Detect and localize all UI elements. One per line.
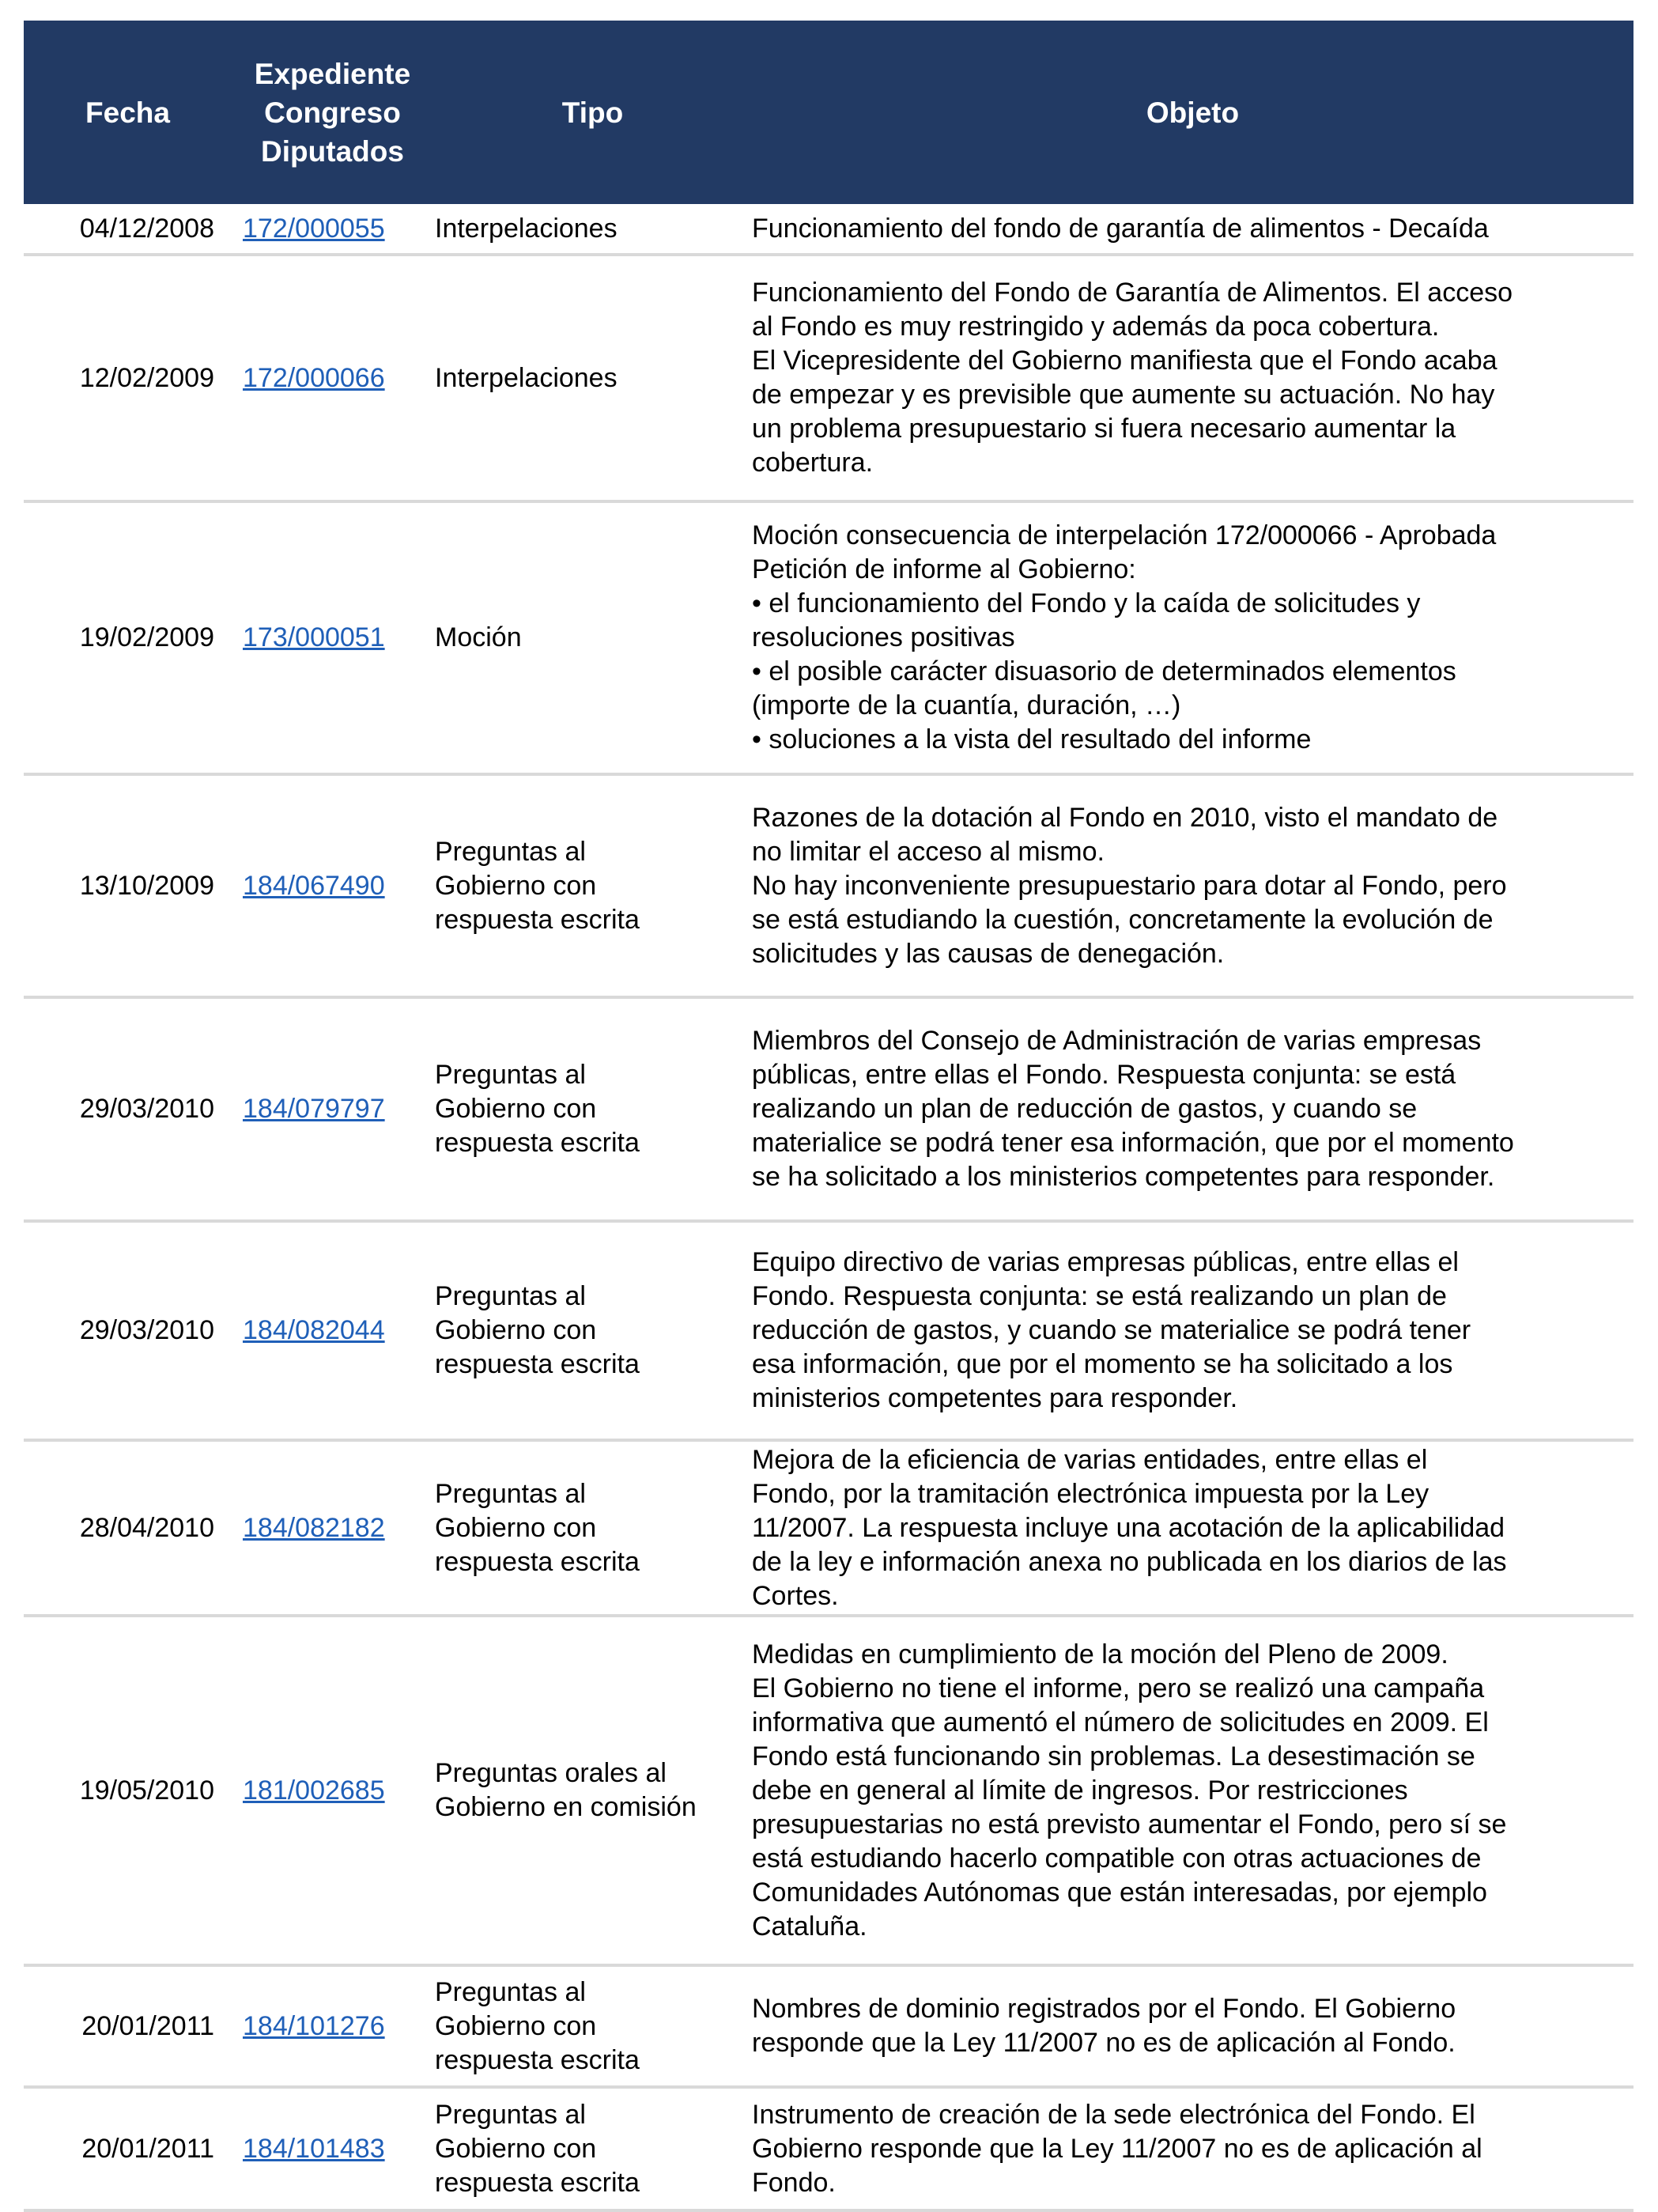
header-tipo: Tipo <box>561 96 624 129</box>
cell-expediente <box>232 621 433 655</box>
expediente-link[interactable]: 184/101483 <box>243 2133 385 2164</box>
table-row <box>24 204 1633 256</box>
cell-tipo <box>433 835 752 937</box>
objeto-line: debe en general al límite de ingresos. Por restricciones <box>752 1775 1408 1806</box>
cell-fecha: 20/01/2011 <box>81 2010 214 2041</box>
expediente-link[interactable]: 184/082044 <box>243 1315 385 1345</box>
cell-expediente <box>232 1774 433 1808</box>
tipo-line: respuesta escrita <box>435 2167 640 2198</box>
cell-objeto <box>752 212 1633 246</box>
tipo-line: respuesta escrita <box>435 1546 640 1577</box>
objeto-line: (importe de la cuantía, duración, …) <box>752 690 1181 720</box>
cell-expediente <box>232 212 433 246</box>
table-row <box>24 1223 1633 1442</box>
objeto-line: • el funcionamiento del Fondo y la caída de solicitudes y <box>752 588 1421 618</box>
cell-objeto <box>752 2098 1633 2200</box>
tipo-line: Preguntas al <box>435 2099 586 2130</box>
objeto-line: un problema presupuestario si fuera necesario aumentar la <box>752 414 1456 444</box>
tipo-line: Preguntas orales al <box>435 1758 667 1788</box>
objeto-line: 11/2007. La respuesta incluye una acotación de la aplicabilidad <box>752 1512 1505 1543</box>
objeto-line: Miembros del Consejo de Administración de varias empresas <box>752 1026 1482 1056</box>
cell-objeto <box>752 1246 1633 1416</box>
cell-objeto <box>752 1443 1633 1613</box>
objeto-line: Nombres de dominio registrados por el Fondo. El Gobierno <box>752 1994 1456 2024</box>
tipo-line: respuesta escrita <box>435 2044 640 2075</box>
cell-expediente <box>232 1092 433 1126</box>
objeto-line: Fondo, por la tramitación electrónica impuesta por la Ley <box>752 1478 1430 1509</box>
tipo-line: Gobierno con <box>435 1315 597 1345</box>
objeto-line: Fondo. <box>752 2167 836 2198</box>
cell-expediente <box>232 2132 433 2166</box>
cell-fecha: 29/03/2010 <box>79 1094 214 1124</box>
expediente-link[interactable]: 172/000066 <box>243 362 385 393</box>
expediente-link[interactable]: 181/002685 <box>243 1775 385 1806</box>
objeto-line: se está estudiando la cuestión, concretamente la evolución de <box>752 904 1494 935</box>
table-row <box>24 1442 1633 1617</box>
cell-tipo <box>433 1477 752 1579</box>
objeto-line: cobertura. <box>752 448 874 478</box>
expediente-link[interactable]: 184/067490 <box>243 870 385 901</box>
tipo-line: respuesta escrita <box>435 1349 640 1379</box>
cell-fecha: 12/02/2009 <box>79 362 214 393</box>
cell-tipo <box>433 1976 752 2078</box>
tipo-line: Gobierno con <box>435 2133 597 2164</box>
objeto-line: Gobierno responde que la Ley 11/2007 no es de aplicación al <box>752 2133 1482 2164</box>
objeto-line: presupuestarias no está previsto aumentar el Fondo, pero sí se <box>752 1809 1507 1840</box>
tipo-line: respuesta escrita <box>435 904 640 935</box>
objeto-line: Fondo. Respuesta conjunta: se está realizando un plan de <box>752 1281 1447 1311</box>
table-header <box>24 21 1633 204</box>
objeto-line: El Gobierno no tiene el informe, pero se realizó una campaña <box>752 1673 1485 1703</box>
objeto-line: Cataluña. <box>752 1911 867 1942</box>
table-row <box>24 503 1633 776</box>
cell-fecha: 28/04/2010 <box>79 1512 214 1543</box>
tipo-line: Gobierno con <box>435 870 597 901</box>
objeto-line: informativa que aumentó el número de solicitudes en 2009. El <box>752 1707 1489 1737</box>
objeto-line: está estudiando hacerlo compatible con otras actuaciones de <box>752 1843 1482 1874</box>
objeto-line: Razones de la dotación al Fondo en 2010, visto el mandato de <box>752 802 1498 833</box>
table-row <box>24 999 1633 1223</box>
tipo-line: Interpelaciones <box>435 213 618 244</box>
objeto-line: reducción de gastos, y cuando se materialice se podrá tener <box>752 1315 1471 1345</box>
tipo-line: Preguntas al <box>435 1060 586 1090</box>
objeto-line: • soluciones a la vista del resultado del informe <box>752 724 1312 754</box>
objeto-line: Mejora de la eficiencia de varias entidades, entre ellas el <box>752 1444 1428 1475</box>
cell-fecha: 29/03/2010 <box>79 1315 214 1345</box>
objeto-line: Equipo directivo de varias empresas públicas, entre ellas el <box>752 1247 1459 1277</box>
cell-tipo <box>433 621 752 655</box>
objeto-line: resoluciones positivas <box>752 622 1015 652</box>
objeto-line: Fondo está funcionando sin problemas. La desestimación se <box>752 1741 1475 1771</box>
objeto-line: ministerios competentes para responder. <box>752 1383 1238 1413</box>
table-row <box>24 1617 1633 1967</box>
cell-tipo <box>433 1058 752 1160</box>
objeto-line: Cortes. <box>752 1580 839 1611</box>
objeto-line: Petición de informe al Gobierno: <box>752 554 1136 584</box>
cell-objeto <box>752 1992 1633 2060</box>
objeto-line: Moción consecuencia de interpelación 172/000066 - Aprobada <box>752 520 1497 550</box>
tipo-line: Moción <box>435 622 522 652</box>
table-row <box>24 1967 1633 2089</box>
cell-fecha: 04/12/2008 <box>79 213 214 244</box>
objeto-line: públicas, entre ellas el Fondo. Respuesta conjunta: se está <box>752 1060 1456 1090</box>
tipo-line: Gobierno con <box>435 1094 597 1124</box>
objeto-line: Instrumento de creación de la sede electrónica del Fondo. El <box>752 2099 1475 2130</box>
cell-objeto <box>752 276 1633 480</box>
cell-expediente <box>232 361 433 395</box>
tipo-line: Gobierno con <box>435 2010 597 2041</box>
tipo-line: Preguntas al <box>435 836 586 867</box>
objeto-line: de la ley e información anexa no publicada en los diarios de las <box>752 1546 1507 1577</box>
objeto-line: se ha solicitado a los ministerios competentes para responder. <box>752 1162 1495 1192</box>
objeto-line: Funcionamiento del fondo de garantía de alimentos - Decaída <box>752 213 1489 244</box>
cell-tipo <box>433 2098 752 2200</box>
objeto-line: responde que la Ley 11/2007 no es de aplicación al Fondo. <box>752 2028 1456 2058</box>
cell-objeto <box>752 1638 1633 1944</box>
objeto-line: materialice se podrá tener esa información, que por el momento <box>752 1128 1514 1158</box>
cell-expediente <box>232 1511 433 1545</box>
header-fecha: Fecha <box>85 96 170 129</box>
tipo-line: Preguntas al <box>435 1281 586 1311</box>
cell-tipo <box>433 1756 752 1824</box>
objeto-line: esa información, que por el momento se ha solicitado a los <box>752 1349 1453 1379</box>
cell-expediente <box>232 869 433 903</box>
table-body <box>24 204 1633 2212</box>
table-row <box>24 776 1633 999</box>
objeto-line: Comunidades Autónomas que están interesadas, por ejemplo <box>752 1877 1487 1908</box>
expedientes-table <box>24 21 1633 2212</box>
objeto-line: al Fondo es muy restringido y además da poca cobertura. <box>752 312 1440 342</box>
objeto-line: no limitar el acceso al mismo. <box>752 836 1105 867</box>
cell-tipo <box>433 361 752 395</box>
objeto-line: solicitudes y las causas de denegación. <box>752 938 1225 969</box>
objeto-line: El Vicepresidente del Gobierno manifiesta que el Fondo acaba <box>752 346 1497 376</box>
tipo-line: Gobierno con <box>435 1512 597 1543</box>
cell-fecha: 19/02/2009 <box>79 622 214 652</box>
objeto-line: • el posible carácter disuasorio de determinados elementos <box>752 656 1456 686</box>
header-expediente: Expediente Congreso Diputados <box>254 57 411 168</box>
cell-tipo <box>433 212 752 246</box>
expediente-link[interactable]: 184/082182 <box>243 1512 385 1543</box>
tipo-line: Gobierno en comisión <box>435 1792 697 1822</box>
cell-expediente <box>232 2010 433 2044</box>
header-objeto: Objeto <box>1146 96 1240 129</box>
objeto-line: Medidas en cumplimiento de la moción del Pleno de 2009. <box>752 1639 1448 1669</box>
cell-fecha: 13/10/2009 <box>79 870 214 901</box>
objeto-line: realizando un plan de reducción de gastos, y cuando se <box>752 1094 1418 1124</box>
expediente-link[interactable]: 172/000055 <box>243 213 385 244</box>
expediente-link[interactable]: 184/079797 <box>243 1094 385 1124</box>
cell-fecha: 20/01/2011 <box>81 2133 214 2164</box>
objeto-line: No hay inconveniente presupuestario para dotar al Fondo, pero <box>752 870 1507 901</box>
tipo-line: Preguntas al <box>435 1976 586 2007</box>
cell-expediente <box>232 1314 433 1348</box>
tipo-line: respuesta escrita <box>435 1128 640 1158</box>
cell-objeto <box>752 801 1633 971</box>
objeto-line: Funcionamiento del Fondo de Garantía de Alimentos. El acceso <box>752 278 1513 308</box>
expediente-link[interactable]: 173/000051 <box>243 622 385 652</box>
cell-fecha: 19/05/2010 <box>79 1775 214 1806</box>
cell-objeto <box>752 1024 1633 1194</box>
cell-objeto <box>752 519 1633 757</box>
tipo-line: Preguntas al <box>435 1478 586 1509</box>
table-row <box>24 256 1633 503</box>
expediente-link[interactable]: 184/101276 <box>243 2010 385 2041</box>
tipo-line: Interpelaciones <box>435 362 618 393</box>
objeto-line: de empezar y es previsible que aumente su actuación. No hay <box>752 380 1495 410</box>
cell-tipo <box>433 1280 752 1382</box>
